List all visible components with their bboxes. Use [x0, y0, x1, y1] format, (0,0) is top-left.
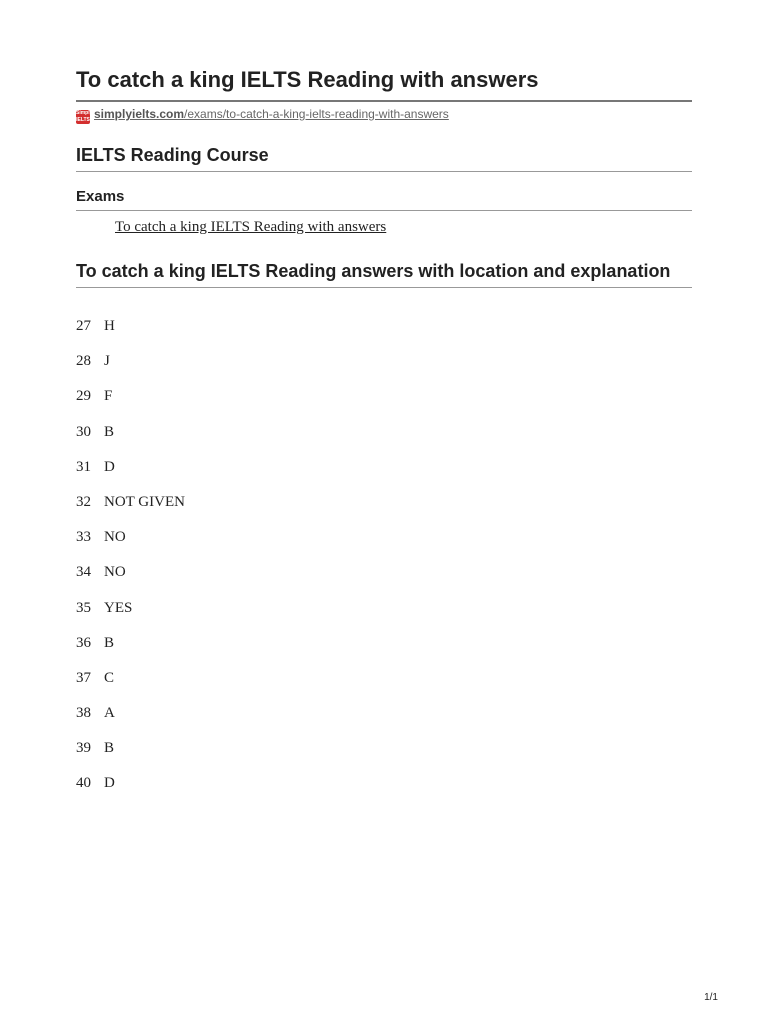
- answer-number: 35: [76, 599, 91, 616]
- answer-number: 36: [76, 634, 91, 651]
- answer-row: [76, 351, 692, 386]
- answer-number: 30: [76, 423, 91, 440]
- answer-value: B: [104, 740, 115, 757]
- answer-value: NO: [104, 529, 126, 546]
- answer-value: NOT GIVEN: [104, 493, 185, 510]
- answer-row: [76, 562, 692, 597]
- page-title: To catch a king IELTS Reading with answers: [76, 66, 692, 102]
- answer-value: C: [104, 669, 115, 686]
- answer-number: 37: [76, 669, 91, 686]
- answer-row: [76, 527, 692, 562]
- answer-number: 34: [76, 564, 91, 581]
- answer-value: B: [104, 634, 115, 651]
- answer-row: [76, 598, 692, 633]
- answer-value: B: [104, 423, 115, 440]
- answer-number: 31: [76, 458, 91, 475]
- answer-row: [76, 386, 692, 421]
- answer-row: [76, 668, 692, 703]
- answer-number: 40: [76, 775, 91, 792]
- answer-value: D: [104, 775, 115, 792]
- source-link[interactable]: [94, 107, 449, 121]
- answer-row: [76, 422, 692, 457]
- answer-value: H: [104, 318, 115, 334]
- answer-number: 28: [76, 353, 91, 370]
- source-url: [76, 106, 692, 124]
- answer-list: [76, 316, 692, 809]
- answer-value: NO: [104, 564, 126, 581]
- section-heading: Exams: [76, 188, 692, 211]
- answer-number: 27: [76, 318, 91, 334]
- simplyielts-logo-icon: Simply IELTS: [76, 110, 93, 123]
- answer-row: [76, 316, 692, 351]
- breadcrumb-link[interactable]: To catch a king IELTS Reading with answers: [115, 219, 387, 235]
- answer-row: [76, 703, 692, 738]
- answers-heading: To catch a king IELTS Reading answers with location and explanation: [76, 260, 692, 288]
- source-domain: simplyielts.com: [94, 107, 185, 121]
- answer-value: A: [104, 705, 115, 722]
- answer-row: [76, 633, 692, 668]
- answer-number: 32: [76, 493, 91, 510]
- answer-number: 29: [76, 388, 91, 405]
- answer-number: 39: [76, 740, 91, 757]
- answer-number: 33: [76, 529, 91, 546]
- answer-value: F: [104, 388, 113, 405]
- answer-row: [76, 492, 692, 527]
- answer-value: J: [104, 353, 110, 370]
- answer-value: D: [104, 458, 115, 475]
- answer-value: YES: [104, 599, 133, 616]
- page-number: 1/1: [704, 992, 718, 1003]
- source-path: /exams/to-catch-a-king-ielts-reading-with-answers: [184, 107, 449, 121]
- answer-row: [76, 738, 692, 773]
- answer-row: [76, 457, 692, 492]
- answer-row: [76, 773, 692, 808]
- course-heading: IELTS Reading Course: [76, 144, 692, 172]
- answer-number: 38: [76, 705, 91, 722]
